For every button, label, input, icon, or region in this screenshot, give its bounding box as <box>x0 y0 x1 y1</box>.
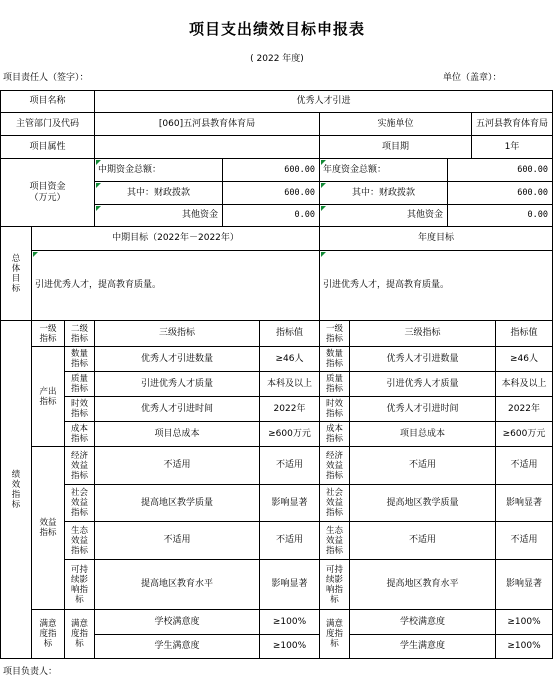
dept-label: 主管部门及代码 <box>0 113 95 136</box>
right-level2-cell: 经济 效益 指标 <box>320 447 350 485</box>
left-value-cell: 不适用 <box>260 447 320 485</box>
year-fiscal-value: 600.00 <box>448 182 553 205</box>
year-total-label: 年度资金总额： <box>320 159 448 182</box>
right-level2-cell: 时效 指标 <box>320 397 350 422</box>
right-level3-cell: 优秀人才引进数量 <box>350 347 496 372</box>
right-level2-cell: 质量 指标 <box>320 372 350 397</box>
right-value-cell: 本科及以上 <box>496 372 553 397</box>
year-line: ( 2022 年度) <box>250 53 304 64</box>
left-level2-cell: 生态 效益 指标 <box>65 522 95 560</box>
left-level3-cell: 提高地区教育水平 <box>95 560 260 610</box>
left-level2-cell: 可持 续影 响指 标 <box>65 560 95 610</box>
cell-comment-marker <box>96 160 101 165</box>
year-fiscal-label: 其中：财政拨款 <box>320 182 448 205</box>
period-label: 项目期 <box>320 136 472 159</box>
right-value-cell: 不适用 <box>496 522 553 560</box>
right-level3-cell: 项目总成本 <box>350 422 496 447</box>
mid-total-value: 600.00 <box>223 159 320 182</box>
attr-label: 项目属性 <box>0 136 95 159</box>
left-level3-header: 三级指标 <box>95 321 260 347</box>
cell-comment-marker <box>321 206 326 211</box>
left-level3-cell: 学校满意度 <box>95 610 260 635</box>
left-level3-cell: 提高地区教学质量 <box>95 485 260 522</box>
cell-comment-marker <box>33 252 38 257</box>
left-level3-cell: 不适用 <box>95 522 260 560</box>
left-level1-header: 一级 指标 <box>32 321 65 347</box>
impl-unit-label: 实施单位 <box>320 113 472 136</box>
right-value-cell: ≥100% <box>496 610 553 635</box>
left-level3-cell: 优秀人才引进数量 <box>95 347 260 372</box>
left-level2-cell: 质量 指标 <box>65 372 95 397</box>
overall-goal-label: 总 体 目 标 <box>0 227 32 321</box>
mid-fiscal-label: 其中：财政拨款 <box>95 182 223 205</box>
left-level2-cell: 经济 效益 指标 <box>65 447 95 485</box>
unit-seal-label: 单位（盖章）： <box>443 72 502 83</box>
right-value-cell: 不适用 <box>496 447 553 485</box>
funds-label: 项目资金 （万元） <box>0 159 95 227</box>
right-level2-header: 一级 指标 <box>320 321 350 347</box>
right-level2-cell: 社会 效益 指标 <box>320 485 350 522</box>
right-level3-cell: 优秀人才引进时间 <box>350 397 496 422</box>
right-level3-cell: 学校满意度 <box>350 610 496 635</box>
cell-comment-marker <box>321 183 326 188</box>
right-level2-cell: 数量 指标 <box>320 347 350 372</box>
right-level3-cell: 不适用 <box>350 522 496 560</box>
left-value-cell: 2022年 <box>260 397 320 422</box>
year-total-value: 600.00 <box>448 159 553 182</box>
cell-comment-marker <box>96 183 101 188</box>
right-value-cell: ≥600万元 <box>496 422 553 447</box>
year-goal-header: 年度目标 <box>320 227 553 251</box>
left-level3-cell: 不适用 <box>95 447 260 485</box>
left-level3-cell: 学生满意度 <box>95 635 260 659</box>
cell-comment-marker <box>96 206 101 211</box>
left-value-cell: 影响显著 <box>260 485 320 522</box>
left-level2-cell: 满意 度指 标 <box>65 610 95 659</box>
year-other-label: 其他资金 <box>320 205 448 227</box>
right-level2-cell: 可持 续影 响指 标 <box>320 560 350 610</box>
right-level3-cell: 学生满意度 <box>350 635 496 659</box>
cell-comment-marker <box>321 160 326 165</box>
right-level3-cell: 提高地区教育水平 <box>350 560 496 610</box>
mid-other-value: 0.00 <box>223 205 320 227</box>
left-value-cell: 不适用 <box>260 522 320 560</box>
year-goal-text: 引进优秀人才，提高教育质量。 <box>320 251 553 321</box>
right-value-cell: ≥100% <box>496 635 553 659</box>
footer-responsible-label: 项目负责人： <box>3 666 58 677</box>
right-level3-cell: 提高地区教学质量 <box>350 485 496 522</box>
left-level3-cell: 引进优秀人才质量 <box>95 372 260 397</box>
left-level2-cell: 数量 指标 <box>65 347 95 372</box>
performance-label: 绩 效 指 标 <box>0 321 32 659</box>
left-value-cell: ≥100% <box>260 610 320 635</box>
attr-value <box>95 136 320 159</box>
right-level3-header: 三级指标 <box>350 321 496 347</box>
left-value-cell: ≥46人 <box>260 347 320 372</box>
left-value-header: 指标值 <box>260 321 320 347</box>
left-value-cell: 影响显著 <box>260 560 320 610</box>
impl-unit-value: 五河县教育体育局 <box>472 113 553 136</box>
right-level2-cell: 生态 效益 指标 <box>320 522 350 560</box>
right-level3-cell: 引进优秀人才质量 <box>350 372 496 397</box>
right-value-cell: 影响显著 <box>496 485 553 522</box>
level1-output: 产出 指标 <box>32 347 65 447</box>
level1-satisfaction: 满意 度指 标 <box>32 610 65 659</box>
mid-other-label: 其他资金 <box>95 205 223 227</box>
left-level2-cell: 成本 指标 <box>65 422 95 447</box>
project-name-value: 优秀人才引进 <box>95 90 553 113</box>
mid-total-label: 中期资金总额： <box>95 159 223 182</box>
level1-benefit: 效益 指标 <box>32 447 65 610</box>
left-value-cell: ≥100% <box>260 635 320 659</box>
right-level2-cell: 满意 度指 标 <box>320 610 350 659</box>
form-title: 项目支出绩效目标申报表 <box>188 19 365 38</box>
right-level2-cell: 成本 指标 <box>320 422 350 447</box>
mid-fiscal-value: 600.00 <box>223 182 320 205</box>
right-value-cell: 影响显著 <box>496 560 553 610</box>
left-value-cell: ≥600万元 <box>260 422 320 447</box>
right-value-cell: ≥46人 <box>496 347 553 372</box>
cell-comment-marker <box>321 252 326 257</box>
left-level2-header: 二级 指标 <box>65 321 95 347</box>
left-value-cell: 本科及以上 <box>260 372 320 397</box>
left-level2-cell: 社会 效益 指标 <box>65 485 95 522</box>
mid-goal-header: 中期目标（2022年－2022年） <box>32 227 320 251</box>
project-name-label: 项目名称 <box>0 90 95 113</box>
left-level3-cell: 项目总成本 <box>95 422 260 447</box>
left-level3-cell: 优秀人才引进时间 <box>95 397 260 422</box>
responsible-signature-label: 项目责任人（签字）： <box>3 72 89 83</box>
right-level3-cell: 不适用 <box>350 447 496 485</box>
right-value-header: 指标值 <box>496 321 553 347</box>
dept-value: [060]五河县教育体育局 <box>95 113 320 136</box>
left-level2-cell: 时效 指标 <box>65 397 95 422</box>
period-value: 1年 <box>472 136 553 159</box>
right-value-cell: 2022年 <box>496 397 553 422</box>
year-other-value: 0.00 <box>448 205 553 227</box>
mid-goal-text: 引进优秀人才，提高教育质量。 <box>32 251 320 321</box>
